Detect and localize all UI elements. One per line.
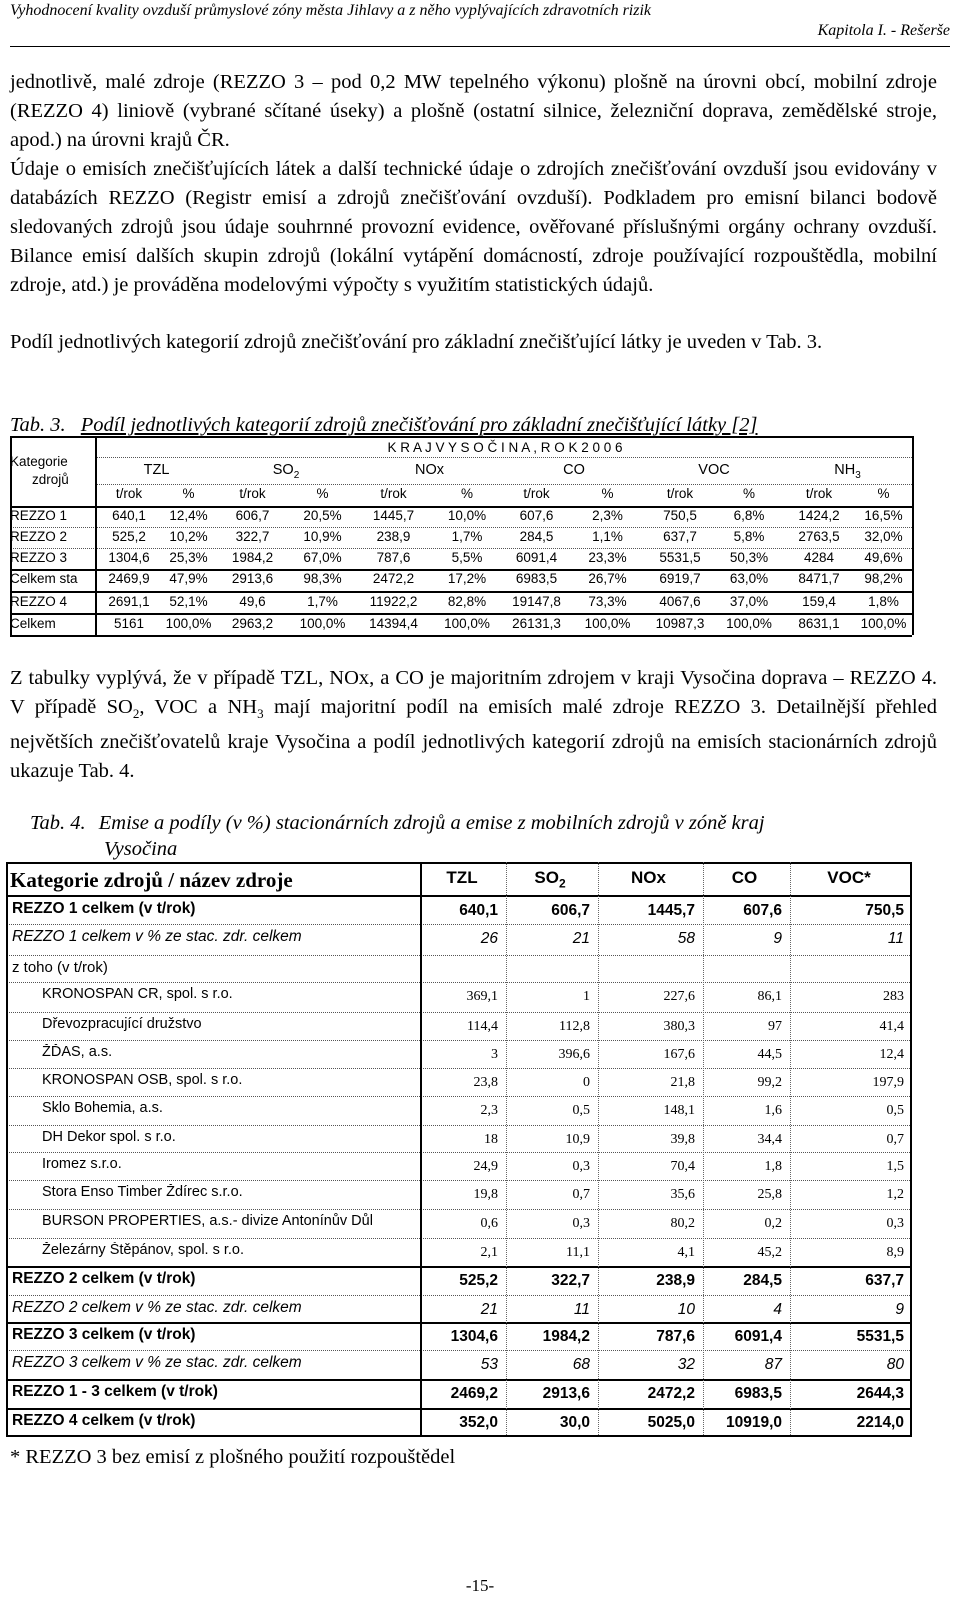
page-number: -15- [465,1576,495,1595]
table4-rule [6,1152,912,1153]
table3-cell: 100,0% [444,616,490,631]
table3-unit-header: t/rok [523,486,550,501]
table3-cell: 8631,1 [798,616,840,631]
table4-cell: 9 [773,930,782,947]
table4-row [6,1096,912,1125]
table4-cell: 99,2 [757,1075,782,1090]
table4-cell: 45,2 [757,1245,782,1260]
table3-cell: 26131,3 [512,616,561,631]
table4-cell: 2644,3 [856,1385,904,1402]
table3-cell: 100,0% [860,616,907,631]
table4-cell: 640,1 [459,902,498,919]
table3-cell: 525,2 [112,529,146,544]
table4-footnote: * REZZO 3 bez emisí z plošného použití rozpouštědel [10,1446,456,1468]
table3-rule [10,436,12,635]
table4-row-label: REZZO 1 celkem v % ze stac. zdr. celkem [12,928,302,945]
table4-cell: 32 [677,1356,695,1373]
table3-cell: 1445,7 [372,508,415,523]
table4-cell: 525,2 [459,1272,498,1289]
table3-rule [95,436,97,635]
table3-unit-header: % [601,486,614,501]
table3-rule [97,457,912,458]
table4-cell: 25,8 [757,1187,782,1202]
table3-cell: 640,1 [112,508,146,523]
table4-cell: 227,6 [663,989,695,1004]
table4-cell: 0,3 [572,1159,590,1174]
table4-cell: 19,8 [473,1187,498,1202]
document-header-chapter: Kapitola I. - Rešerše [817,22,950,39]
table4-cell: 6983,5 [734,1385,782,1402]
table4-cell: 87 [764,1356,782,1373]
table4-cell: 396,6 [558,1047,590,1062]
table3-cell: 607,6 [519,508,554,523]
table3-cell: 5531,5 [659,550,701,565]
table4-cell: 3 [491,1047,498,1062]
table3-cell: 19147,8 [512,594,561,609]
table4-rule [6,1096,912,1097]
table4-cell: 1,6 [764,1103,782,1118]
table4-cell: 2469,2 [450,1385,498,1402]
table3-cell: 2691,1 [108,594,150,609]
table4-cell: 41,4 [879,1019,904,1034]
table4-cell: 148,1 [663,1103,695,1118]
table4-cell: 80,2 [670,1216,695,1231]
table4-row [6,1238,912,1266]
table4-row-label: z toho (v t/rok) [12,959,108,976]
table4-cell: 0,7 [886,1132,904,1147]
table3-cell: 606,7 [235,508,270,523]
table3-cell: 100,0% [165,616,212,631]
table4-cell: 606,7 [551,902,590,919]
table4-cell: 97 [768,1019,782,1034]
table4-cell: 283 [883,989,904,1004]
table4-cell: 1,8 [764,1159,782,1174]
table4-header-row [6,862,912,896]
table4-row-label: Dřevozpracující družstvo [42,1016,202,1032]
table4-cell: 0,3 [572,1216,590,1231]
document-header-title: Vyhodnocení kvality ovzduší průmyslové zóny města Jihlavy a z něho vyplývajících zdravotních rizik [10,2,652,19]
table4-rule [6,1040,912,1041]
table4-row [6,955,912,982]
table4-rule [910,862,912,1435]
table3-cell: 1424,2 [798,508,840,523]
table4-column-header: VOC* [827,868,871,887]
table3-unit-header: % [460,486,473,501]
table3-cell: 10987,3 [655,616,705,631]
table4-cell: 0,5 [572,1103,590,1118]
table3-cell: 2913,6 [231,571,274,586]
paragraph-4-part-c: mají majoritní podíl na emisích malé zdroje REZZO 3. Detailnější přehled největších znečišťovatelů kraje Vysočina a podíl jednotlivých kategorií zdrojů na emisích stacionárních zdrojů ukazuje Tab. 4. [10,696,937,783]
table3-rule [10,548,912,549]
table3-unit-header: % [877,486,890,501]
table4-cell: 21 [572,930,590,947]
table4-cell: 0 [583,1075,590,1090]
table4-row [6,896,912,924]
table4-row-label: Stora Enso Timber Ždírec s.r.o. [42,1184,243,1200]
table4-row [6,1152,912,1180]
table4-header-label: Kategorie zdrojů / název zdroje [10,868,293,892]
table4-caption [30,810,935,836]
table3-cell: 5,5% [451,550,483,565]
table4-cell: 24,9 [473,1159,498,1174]
table3-cell: 2963,2 [231,616,274,631]
table4-cell: 1445,7 [647,902,695,919]
table3-unit-header: t/rok [805,486,833,501]
table4-cell: 44,5 [757,1047,782,1062]
table3-cell: 25,3% [169,550,208,565]
table3-cell: 26,7% [588,571,627,586]
table4-cell: 4,1 [677,1245,695,1260]
table3-cell: 52,1% [169,594,208,609]
table3-pollutant-header: TZL [143,462,170,478]
table3-cell: 1304,6 [108,550,150,565]
table4-cell: 2913,6 [542,1385,590,1402]
table3-row-label: Celkem sta [10,571,78,586]
table4-cell: 80 [886,1356,904,1373]
table3-cell: 322,7 [235,529,270,544]
table4-cell: 23,8 [473,1075,498,1090]
table4-rule [6,955,912,956]
table3-cell: 47,9% [169,571,208,586]
table3-cell: 49,6% [864,550,903,565]
table4-row [6,1379,912,1408]
table3-category-label-2: zdrojů [32,472,69,487]
table3-cell: 5,8% [733,529,765,544]
table4-cell: 2214,0 [856,1414,904,1431]
table4-row-label: REZZO 2 celkem v % ze stac. zdr. celkem [12,1299,302,1316]
table3-pollutant-header: CO [563,462,585,478]
table3-cell: 49,6 [239,594,266,609]
table4-cell: 1,2 [886,1187,904,1202]
table4-rule [790,862,791,1435]
table3-cell: 284,5 [519,529,554,544]
table4-cell: 58 [677,930,695,947]
table3-cell: 10,2% [169,529,208,544]
table4-rule [6,1209,912,1210]
table4-rule [703,862,704,1435]
table4-row-label: REZZO 4 celkem (v t/rok) [12,1412,196,1429]
table4-row-label: KRONOSPAN CR, spol. s r.o. [42,986,233,1002]
table4-cell: 21 [480,1301,498,1318]
table3-row-label: REZZO 4 [10,594,68,609]
table4-cell: 2,3 [480,1103,498,1118]
table4-rule [420,862,422,1435]
table3-rule [10,569,912,571]
table3-cell: 63,0% [729,571,769,586]
table3-cell: 1,7% [307,594,338,609]
table4-cell: 114,4 [467,1019,498,1034]
table4-cell: 787,6 [656,1328,695,1345]
paragraph-4-part-a: Z tabulky vyplývá, že v případě TZL, NOx, a CO je majoritním zdrojem v kraji Vysočina doprava – REZZO 4. V případě SO [10,667,937,718]
table4-cell: 26 [480,930,498,947]
table4-row [6,1350,912,1379]
table3-cell: 10,0% [447,508,487,523]
table4-cell: 11 [887,930,904,947]
table4-cell: 8,9 [886,1245,904,1260]
table4-cell: 30,0 [559,1414,590,1431]
table3-cell: 67,0% [303,550,342,565]
table3-rule [10,635,912,637]
table4-cell: 6091,4 [734,1328,782,1345]
table4-row [6,1322,912,1350]
table3-cell: 10,9% [303,529,342,544]
table4-cell: 380,3 [663,1019,695,1034]
table3-cell: 6,8% [733,508,765,523]
table4-row [6,1068,912,1096]
table4-rule [6,1180,912,1181]
table4-cell: 35,6 [670,1187,695,1202]
table3-cell: 14394,4 [369,616,418,631]
table4-cell: 39,8 [670,1132,695,1147]
table3-unit-header: t/rok [239,486,266,501]
table3-cell: 159,4 [802,594,836,609]
table4-row [6,1012,912,1040]
table4-row-label: DH Dekor spol. s r.o. [42,1129,176,1145]
table3-rule [10,613,912,615]
table4-rule [6,862,8,1435]
table4-rule [6,1379,912,1381]
table4-column-header: $SO_2$ [534,868,566,891]
table4-row [6,1180,912,1209]
table3-cell: 1,8% [868,594,899,609]
table4-cell: 167,6 [663,1047,695,1062]
table3-cell: 238,9 [376,529,411,544]
table3-cell: 17,2% [447,571,487,586]
table4-row [6,1040,912,1068]
table3-cell: 23,3% [588,550,627,565]
table3-rule [10,436,912,438]
table4-cell: 0,7 [572,1187,590,1202]
table4-cell: 21,8 [670,1075,695,1090]
table4-row [6,1408,912,1435]
table4-cell: 1984,2 [542,1328,590,1345]
table4-cell: 1304,6 [450,1328,498,1345]
table3-unit-header: % [742,486,755,501]
table4-caption-number: Tab. 4. [30,812,86,834]
table3-cell: 6919,7 [659,571,701,586]
table4-row-label: Iromez s.r.o. [42,1156,122,1172]
table4-row-label: REZZO 3 celkem v % ze stac. zdr. celkem [12,1354,302,1371]
table4-cell: 2,1 [480,1245,498,1260]
table4-rule [6,1125,912,1126]
table4-cell: 11,1 [566,1245,590,1260]
table4-cell: 11 [573,1301,590,1318]
table3-rule [10,591,912,593]
table4-row [6,1295,912,1322]
table3-cell: 11922,2 [369,594,418,609]
table3-unit-header: % [316,486,329,501]
table4-row-label: BURSON PROPERTIES, a.s.- divize Antonínův Důl [42,1213,373,1229]
table4-cell: 86,1 [757,989,782,1004]
table4-rule [6,1266,912,1268]
table3-pollutant-header: VOC [698,462,730,478]
table3-cell: 50,3% [729,550,769,565]
table4-cell: 197,9 [872,1075,904,1090]
paragraph-2: Údaje o emisích znečišťujících látek a další technické údaje o zdrojích znečišťování ovzduší jsou evidovány v databázích REZZO (Registr emisí a zdrojů znečišťování ovzduší). Podkladem pro emisní bilanci bodově sledovaných zdrojů jsou údaje souhrnné provozní evidence, ověřované příslušnými orgány ochrany ovzduší. Bilance emisí dalších skupin zdrojů (lokální vytápění domácností, zdroje používající rozpouštědla, mobilní zdroje, atd.) je prováděna modelovými výpočty s využitím statistických údajů. [10,158,937,296]
table4 [6,862,912,1442]
table3-cell: 2763,5 [798,529,840,544]
table4-rule [6,862,912,864]
table3-cell: 750,5 [663,508,697,523]
table4-caption-text-1: Emise a podíly (v %) stacionárních zdrojů a emise z mobilních zdrojů v zóně kraj [98,812,765,834]
table3-caption-number: Tab. 3. [10,414,66,436]
table3-cell: 787,6 [376,550,411,565]
table4-column-header: CO [731,868,758,887]
table4-rule [6,1408,912,1410]
table3-cell: 37,0% [729,594,769,609]
table4-cell: 10,9 [565,1132,590,1147]
table3-cell: 4284 [803,550,835,565]
table3-unit-header: % [182,486,195,501]
table3-rule [10,506,912,508]
table4-row-label: REZZO 1 celkem (v t/rok) [12,900,196,917]
table4-row-label: Sklo Bohemia, a.s. [42,1100,163,1116]
table4-cell: 9 [895,1301,904,1318]
table4-cell: 12,4 [879,1047,904,1062]
table3-cell: 100,0% [299,616,346,631]
table4-rule [6,924,912,925]
table3-cell: 4067,6 [659,594,701,609]
table3-cell: 1,7% [451,529,483,544]
table4-cell: 0,5 [886,1103,904,1118]
table4-cell: 369,1 [466,989,498,1004]
table4-cell: 5025,0 [647,1414,695,1431]
table4-rule [6,1238,912,1239]
table4-cell: 10 [677,1301,695,1318]
table3-cell: 20,5% [303,508,342,523]
table4-cell: 68 [572,1356,590,1373]
header-rule [10,46,950,47]
table4-cell: 637,7 [865,1272,904,1289]
table4-rule [506,862,507,1435]
table4-cell: 238,9 [656,1272,695,1289]
table3-caption [10,412,757,438]
table4-column-header: TZL [446,868,478,887]
table4-row [6,982,912,1012]
table3-unit-header: t/rok [380,486,407,501]
paragraph-4-part-b: , VOC a NH [139,696,258,718]
table4-rule [6,1435,912,1437]
table3-cell: 12,4% [169,508,208,523]
table4-caption-text-2: Vysočina [104,838,178,860]
table3-unit-header: t/rok [115,486,143,501]
table4-cell: 352,0 [459,1414,498,1431]
table3-row-label: REZZO 1 [10,508,68,523]
table4-cell: 53 [480,1356,498,1373]
table3-cell: 2,3% [592,508,623,523]
so2-subscript: 2 [132,706,140,722]
table4-cell: 18 [484,1132,498,1147]
nh3-subscript: 3 [257,706,264,722]
table4-rule [598,862,599,1435]
table4-cell: 0,2 [764,1216,782,1231]
paragraph-3: Podíl jednotlivých kategorií zdrojů znečišťování pro základní znečišťující látky je uveden v Tab. 3. [10,331,823,353]
table4-cell: 607,6 [743,902,782,919]
table4-row-label: ŽĎAS, a.s. [42,1044,113,1060]
table3-cell: 32,0% [864,529,903,544]
table3-row-label: REZZO 2 [10,529,68,544]
table3-pollutant-header: $NH_3$ [834,462,861,481]
table3-cell: 100,0% [584,616,631,631]
table4-row [6,924,912,955]
table3-pollutant-header: $SO_2$ [272,462,300,481]
table3-cell: 1984,2 [231,550,274,565]
table4-row-label: REZZO 2 celkem (v t/rok) [12,1270,196,1287]
table3-pollutant-header: NOx [415,462,444,478]
table3-cell: 637,7 [663,529,697,544]
table3-cell: 6091,4 [515,550,558,565]
table4-rule [6,1350,912,1351]
table4-row-label: REZZO 3 celkem (v t/rok) [12,1326,196,1343]
table4-rule [6,1295,912,1296]
table4-cell: 34,4 [757,1132,782,1147]
paragraph-4 [10,664,937,786]
table4-row-label: Železárny Štěpánov, spol. s r.o. [42,1242,245,1258]
table3-cell: 73,3% [588,594,627,609]
table3-cell: 6983,5 [515,571,558,586]
table3-rule [912,436,914,635]
table4-cell: 10919,0 [725,1414,782,1431]
table4-row-label: KRONOSPAN OSB, spol. s r.o. [42,1072,243,1088]
table4-cell: 1 [583,989,590,1004]
table3-region-title: K R A J V Y S O Č I N A , R O K 2 0 0 6 [387,440,623,455]
table4-cell: 0,3 [886,1216,904,1231]
table3 [0,436,960,636]
table4-cell: 0,6 [480,1216,498,1231]
table3-unit-header: t/rok [666,486,694,501]
table4-rule [6,1012,912,1013]
table4-rule [6,982,912,983]
table3-cell: 98,2% [864,571,903,586]
table4-row [6,1125,912,1152]
table3-cell: 82,8% [447,594,487,609]
paragraph-1: jednotlivě, malé zdroje (REZZO 3 – pod 0,2 MW tepelného výkonu) plošně na úrovni obcí, mobilní zdroje (REZZO 4) liniově (vybrané sčítané úseky) a plošně (ostatní silnice, železniční doprava, zemědělské stroje, apod.) na úrovni krajů ČR. [10,71,937,151]
table4-row [6,1266,912,1295]
table4-cell: 70,4 [670,1159,695,1174]
table4-cell: 750,5 [865,902,904,919]
table3-caption-text: Podíl jednotlivých kategorií zdrojů znečišťování pro základní znečišťující látky [2] [80,414,758,436]
table4-cell: 322,7 [551,1272,590,1289]
table4-column-header: NOx [631,868,666,887]
table3-row-label: REZZO 3 [10,550,68,565]
table3-cell: 1,1% [592,529,623,544]
table4-rule [6,895,912,897]
table4-cell: 5531,5 [856,1328,904,1345]
table3-cell: 98,3% [303,571,342,586]
table4-row-label: REZZO 1 - 3 celkem (v t/rok) [12,1383,218,1400]
table3-cell: 2469,9 [108,571,150,586]
table4-cell: 112,8 [559,1019,590,1034]
table4-row [6,1209,912,1238]
table4-rule [6,1068,912,1069]
table3-rule [97,484,912,485]
table3-row-label: Celkem [10,616,56,631]
table3-rule [10,527,912,528]
table3-category-label: Kategorie [10,454,68,469]
table3-cell: 8471,7 [798,571,840,586]
table3-cell: 2472,2 [372,571,415,586]
table4-cell: 2472,2 [647,1385,695,1402]
table4-cell: 284,5 [743,1272,782,1289]
table3-cell: 16,5% [864,508,903,523]
table3-cell: 5161 [113,616,145,631]
table4-cell: 4 [773,1301,782,1318]
table3-cell: 100,0% [726,616,772,631]
table4-cell: 1,5 [886,1159,904,1174]
table4-rule [6,1322,912,1324]
